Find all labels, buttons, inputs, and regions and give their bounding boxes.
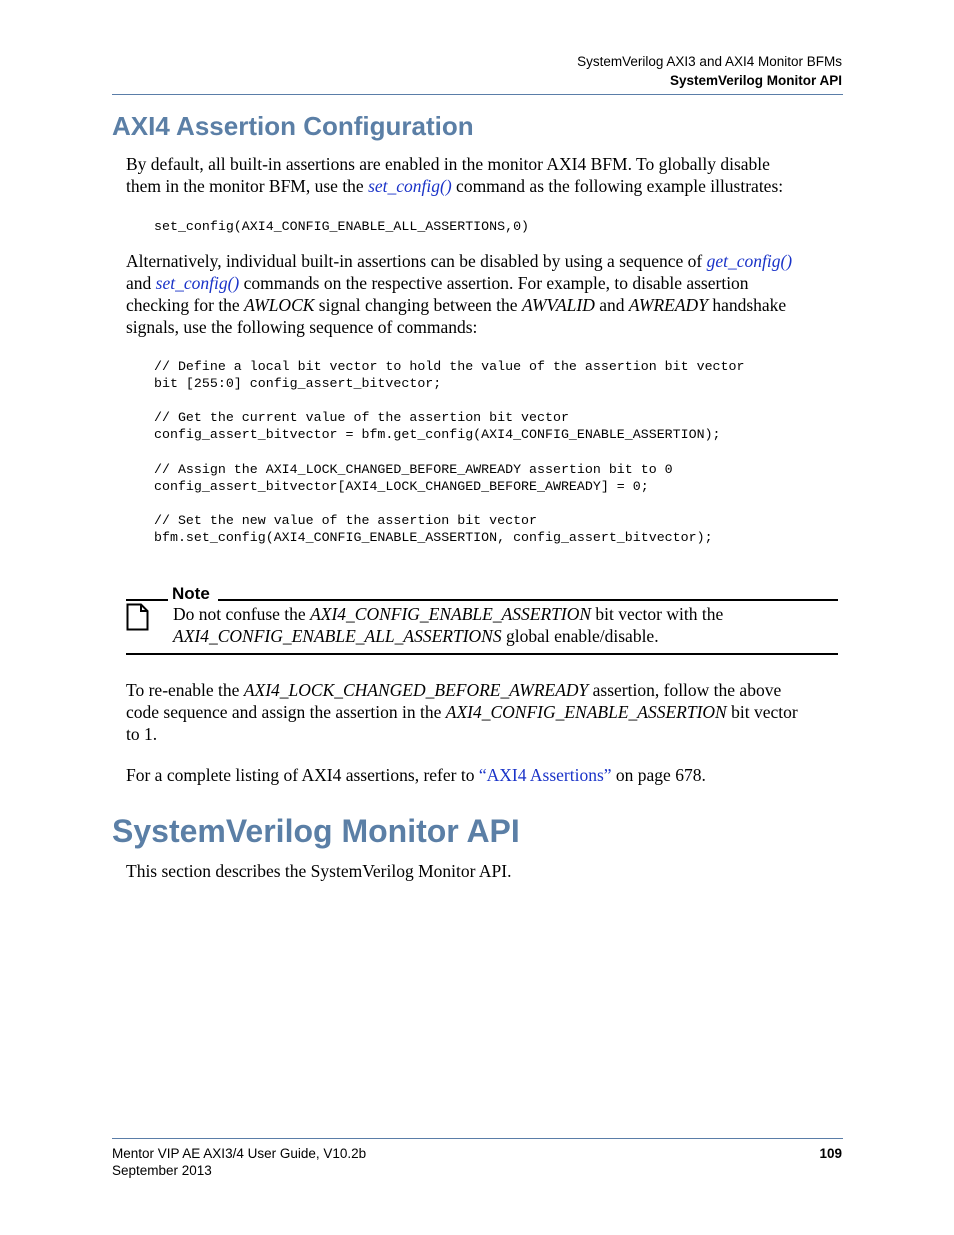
text-line: [173, 625, 838, 647]
signal-name: AWREADY: [628, 295, 708, 315]
text: and: [126, 273, 156, 293]
text: Do not confuse the: [173, 604, 311, 624]
text: bit vector: [726, 702, 798, 722]
text-line: [126, 701, 846, 723]
section-title-axi4-assertion-configuration: AXI4 Assertion Configuration: [112, 111, 474, 141]
text-line: [173, 603, 838, 625]
header-rule: [112, 94, 843, 95]
signal-name: AWVALID: [521, 295, 595, 315]
text-line: [126, 153, 846, 175]
footer-rule: [112, 1138, 843, 1139]
text: command as the following example illustrates:: [451, 176, 784, 196]
config-term: AXI4_CONFIG_ENABLE_ALL_ASSERTIONS: [173, 626, 502, 646]
paragraph-section-description: [126, 860, 846, 882]
config-term: AXI4_CONFIG_ENABLE_ASSERTION: [445, 702, 727, 722]
footer-document-title: Mentor VIP AE AXI3/4 User Guide, V10.2b: [112, 1146, 367, 1161]
code-example-disable-assertion: // Define a local bit vector to hold the value of the assertion bit vector bit [255:0] config_assert_bitvector; // Get the current value of the assertion bit vector config_assert_bitvector = bfm.get_config(AXI4_CONFIG_ENABLE_ASSERTION); // Assign the AXI4_LOCK_CHANGED_BEFORE_AWREADY assertion bit to 0 config_assert_bitvector[AXI4_LOCK_CHANGED_BEFORE_AWREADY] = 0; // Set the new value of the assertion bit vector bfm.set_config(AXI4_CONFIG_ENABLE_ASSERTION, config_assert_bitvector);: [154, 359, 745, 545]
text-line: [126, 679, 846, 701]
axi4-assertions-link[interactable]: “AXI4 Assertions”: [478, 765, 612, 785]
text: bit vector with the: [591, 604, 724, 624]
text: to 1.: [126, 724, 158, 744]
text-line: [126, 860, 846, 882]
text-line: [126, 294, 846, 316]
text: commands on the respective assertion. For example, to disable assertion: [239, 273, 749, 293]
text: signals, use the following sequence of commands:: [126, 317, 478, 337]
text: signal changing between the: [314, 295, 522, 315]
config-term: AXI4_CONFIG_ENABLE_ASSERTION: [310, 604, 592, 624]
text-line: [126, 175, 846, 197]
text: global enable/disable.: [501, 626, 659, 646]
text: and: [594, 295, 629, 315]
text: Alternatively, individual built-in assertions can be disabled by using a sequence of: [126, 251, 707, 271]
text: them in the monitor BFM, use the: [126, 176, 369, 196]
text: This section describes the SystemVerilog Monitor API.: [126, 861, 512, 881]
paragraph-individual-assertions: [126, 250, 846, 338]
text: checking for the: [126, 295, 245, 315]
text-line: [126, 250, 846, 272]
text: assertion, follow the above: [588, 680, 782, 700]
assertion-term: AXI4_LOCK_CHANGED_BEFORE_AWREADY: [243, 680, 589, 700]
text: handshake: [707, 295, 787, 315]
note-page-icon: [126, 603, 150, 631]
text: For a complete listing of AXI4 assertions, refer to: [126, 765, 479, 785]
section-title-systemverilog-monitor-api: SystemVerilog Monitor API: [112, 813, 520, 849]
text-line: [126, 723, 846, 745]
paragraph-default-assertions: [126, 153, 846, 197]
text: By default, all built-in assertions are enabled in the monitor AXI4 BFM. To globally disable: [126, 154, 770, 174]
text: code sequence and assign the assertion in the: [126, 702, 446, 722]
note-text: [173, 603, 838, 647]
note-label: Note: [172, 584, 210, 603]
text-line: [126, 764, 846, 786]
signal-name: AWLOCK: [244, 295, 315, 315]
running-header-chapter: SystemVerilog AXI3 and AXI4 Monitor BFMs: [577, 54, 842, 69]
text: To re-enable the: [126, 680, 244, 700]
note-top-rule-right: [218, 599, 838, 601]
code-example-global-disable: set_config(AXI4_CONFIG_ENABLE_ALL_ASSERTIONS,0): [154, 219, 530, 234]
paragraph-reference: [126, 764, 846, 786]
running-header-section: SystemVerilog Monitor API: [669, 73, 842, 88]
page-number: 109: [819, 1146, 842, 1161]
get-config-link[interactable]: get_config(): [706, 251, 793, 271]
text: on page 678.: [611, 765, 706, 785]
text-line: [126, 272, 846, 294]
set-config-link[interactable]: set_config(): [368, 176, 452, 196]
note-bottom-rule: [126, 653, 838, 655]
set-config-link[interactable]: set_config(): [155, 273, 240, 293]
paragraph-re-enable: [126, 679, 846, 745]
text-line: [126, 316, 846, 338]
footer-date: September 2013: [112, 1163, 212, 1178]
note-top-rule-left: [126, 599, 168, 601]
